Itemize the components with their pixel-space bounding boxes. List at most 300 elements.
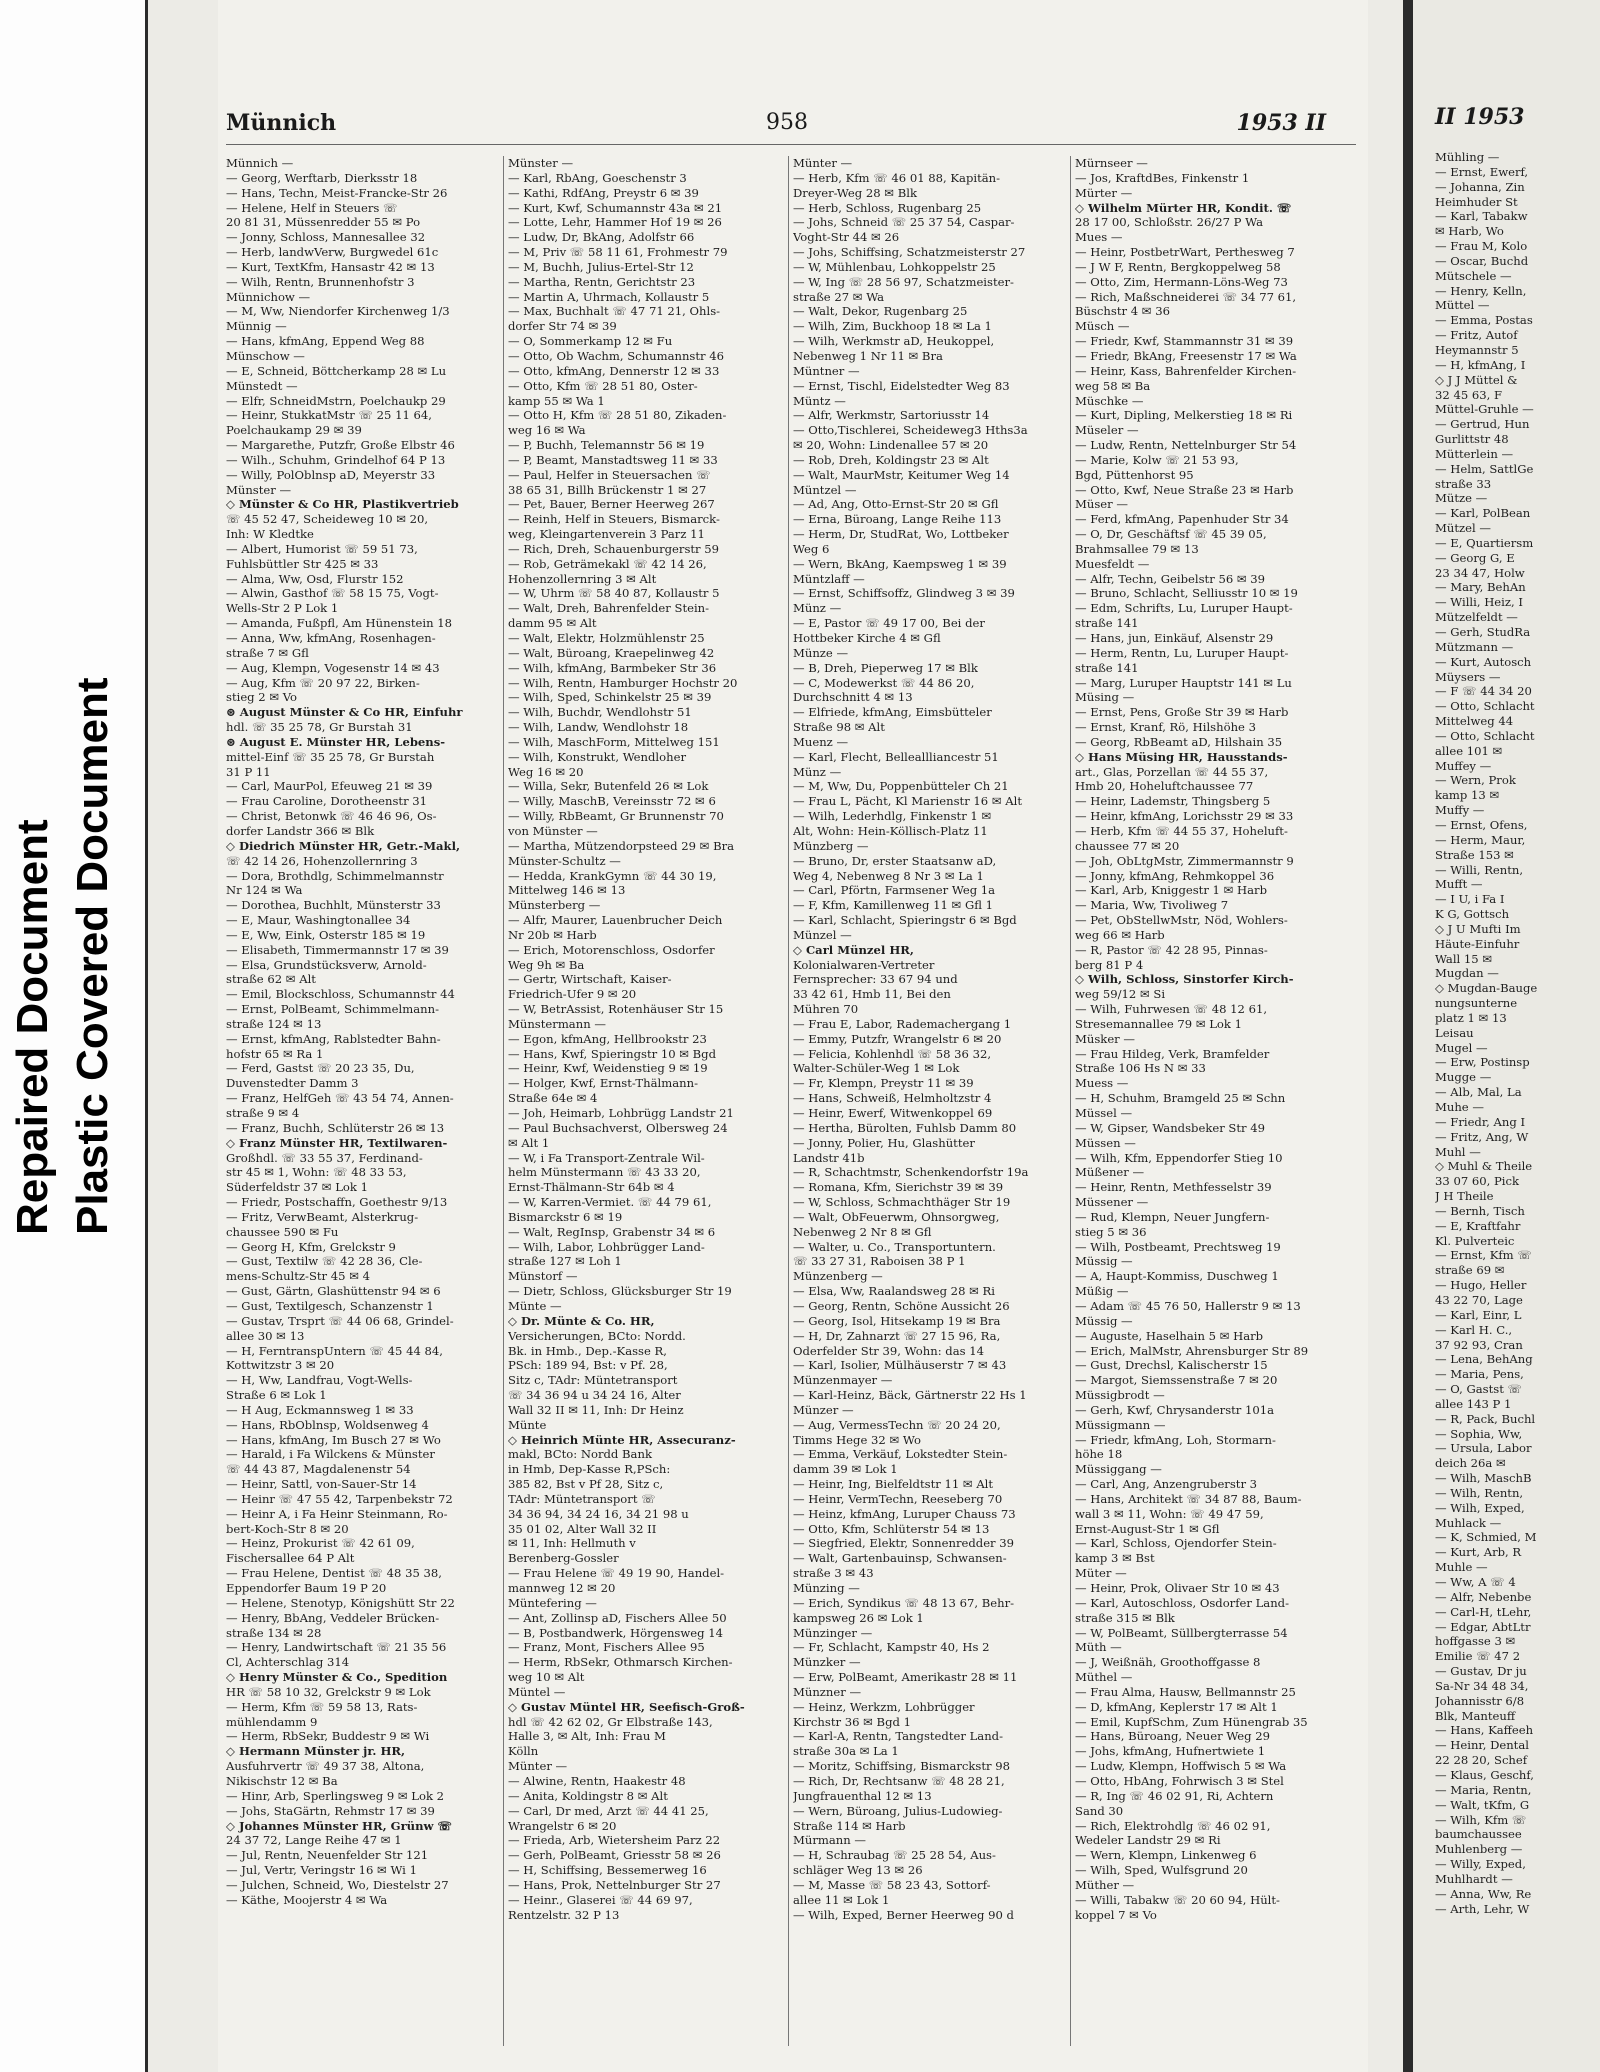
adjacent-entry-line: — Otto, Schlacht: [1435, 699, 1535, 714]
directory-entry-line: — Friedr, kfmAng, Loh, Stormarn-: [1075, 1432, 1276, 1447]
directory-entry-line: Münte: [508, 1417, 547, 1432]
directory-entry-line: wall 3 ✉ 11, Wohn: ☏ 49 47 59,: [1075, 1506, 1264, 1521]
directory-entry-line: — Hans, Prok, Nettelnburger Str 27: [508, 1877, 721, 1892]
directory-entry-line: — Ernst, Pens, Große Str 39 ✉ Harb: [1075, 705, 1289, 720]
adjacent-entry-line: Muhlhardt —: [1435, 1871, 1513, 1886]
directory-entry-line: — Carl, Pförtn, Farmsener Weg 1a: [793, 883, 996, 898]
directory-entry-line: Süderfeldstr 37 ✉ Lok 1: [226, 1180, 368, 1195]
directory-entry-line: — R, Schachtmstr, Schenkendorfstr 19a: [793, 1165, 1029, 1180]
directory-entry-line: — Frau E, Labor, Rademachergang 1: [793, 1016, 1012, 1031]
directory-entry-line: straße 27 ✉ Wa: [793, 289, 885, 304]
directory-entry-line: Sitz c, TAdr: Müntetransport: [508, 1373, 678, 1388]
directory-entry-line: — Reinh, Helf in Steuers, Bismarck-: [508, 512, 720, 527]
directory-entry-line: — Emil, Blockschloss, Schumannstr 44: [226, 987, 455, 1002]
directory-entry-line: — Herb, Kfm ☏ 46 01 88, Kapitän-: [793, 170, 1001, 185]
directory-entry-line: — Jonny, Schloss, Mannesallee 32: [226, 230, 426, 245]
directory-entry-line: — Carl, Dr med, Arzt ☏ 44 41 25,: [508, 1803, 709, 1818]
directory-entry-line: — Adam ☏ 45 76 50, Hallerstr 9 ✉ 13: [1075, 1298, 1301, 1313]
directory-entry-line: — Heinr ☏ 47 55 42, Tarpenbekstr 72: [226, 1491, 453, 1506]
directory-entry-line: — Ernst, Schiffsoffz, Glindweg 3 ✉ 39: [793, 586, 1015, 601]
directory-entry-line: Münster-Schultz —: [508, 853, 621, 868]
directory-entry-line: — Joh, ObLtgMstr, Zimmermannstr 9: [1075, 853, 1294, 868]
directory-entry-line: straße 134 ✉ 28: [226, 1625, 322, 1640]
directory-entry-line: — W, Ing ☏ 28 56 97, Schatzmeister-: [793, 274, 1014, 289]
directory-entry-line: Münzner —: [793, 1684, 862, 1699]
directory-entry-line: — Lotte, Lehr, Hammer Hof 19 ✉ 26: [508, 215, 722, 230]
adjacent-entry-line: — Fritz, Autof: [1435, 328, 1518, 343]
adjacent-entry-line: Mützel —: [1435, 521, 1491, 536]
adjacent-entry-line: — Erw, Postinsp: [1435, 1055, 1530, 1070]
directory-entry-line: — Wilh, Rentn, Brunnenhofstr 3: [226, 274, 415, 289]
directory-entry-line: — Wern, BkAng, Kaempsweg 1 ✉ 39: [793, 556, 1007, 571]
directory-entry-line: Müssig —: [1075, 1313, 1133, 1328]
directory-entry-line: ◇ Wilhelm Mürter HR, Kondit. ☏: [1075, 200, 1292, 215]
directory-entry-line: Hmb 20, Hoheluftchaussee 77: [1075, 779, 1254, 794]
directory-entry-line: — Georg, RbBeamt aD, Hilshain 35: [1075, 734, 1283, 749]
directory-entry-line: Alt, Wohn: Hein-Köllisch-Platz 11: [793, 823, 988, 838]
directory-entry-line: — Georg, Werftarb, Dierksstr 18: [226, 170, 418, 185]
directory-entry-line: ☏ 34 36 94 u 34 24 16, Alter: [508, 1388, 681, 1403]
adjacent-entry-line: Muffey —: [1435, 758, 1492, 773]
directory-entry-line: PSch: 189 94, Bst: v Pf. 28,: [508, 1358, 668, 1373]
adjacent-entry-line: — F ☏ 44 34 20: [1435, 684, 1532, 699]
adjacent-entry-line: 33 07 60, Pick: [1435, 1174, 1520, 1189]
directory-entry-line: — Heinr, Kwf, Weidenstieg 9 ✉ 19: [508, 1061, 708, 1076]
directory-entry-line: — Pet, Bauer, Berner Heerweg 267: [508, 497, 715, 512]
directory-entry-line: — Romana, Kfm, Sierichstr 39 ✉ 39: [793, 1180, 1004, 1195]
directory-entry-line: — Hans, jun, Einkäuf, Alsenstr 29: [1075, 631, 1274, 645]
directory-entry-line: — Heinr., Glaserei ☏ 44 69 97,: [508, 1892, 693, 1907]
adjacent-entry-line: — Wilh, MaschB: [1435, 1471, 1532, 1486]
directory-entry-line: — Heinz, Prokurist ☏ 42 61 09,: [226, 1536, 415, 1551]
directory-entry-line: — H, Schuhm, Bramgeld 25 ✉ Schn: [1075, 1091, 1286, 1106]
directory-entry-line: Durchschnitt 4 ✉ 13: [793, 690, 913, 705]
adjacent-entry-line: — Anna, Ww, Re: [1435, 1886, 1532, 1901]
directory-entry-line: — Alfr, Maurer, Lauenbrucher Deich: [508, 913, 723, 928]
directory-entry-line: — Gust, Gärtn, Glashüttenstr 94 ✉ 6: [226, 1284, 441, 1299]
directory-entry-line: — Karl, Flecht, Belleallliancestr 51: [793, 749, 999, 764]
directory-entry-line: koppel 7 ✉ Vo: [1075, 1907, 1157, 1922]
adjacent-entry-line: — Hugo, Heller: [1435, 1278, 1527, 1293]
directory-entry-line: Kolonialwaren-Vertreter: [793, 957, 935, 972]
adjacent-entry-line: Johannisstr 6/8: [1435, 1693, 1525, 1708]
directory-entry-line: ◇ Franz Münster HR, Textilwaren-: [226, 1135, 448, 1150]
directory-entry-line: — Erw, PolBeamt, Amerikastr 28 ✉ 11: [793, 1670, 1018, 1685]
directory-entry-line: — Friedr, BkAng, Freesenstr 17 ✉ Wa: [1075, 348, 1297, 363]
directory-entry-line: TAdr: Müntetransport ☏: [508, 1491, 656, 1506]
adjacent-entry-line: — Lena, BehAng: [1435, 1352, 1533, 1367]
directory-entry-line: — Otto, Kwf, Neue Straße 23 ✉ Harb: [1075, 482, 1294, 497]
directory-entry-line: straße 124 ✉ 13: [226, 1016, 322, 1031]
directory-entry-line: — Alfr, Techn, Geibelstr 56 ✉ 39: [1075, 571, 1266, 586]
directory-entry-line: Münstermann —: [508, 1016, 606, 1031]
directory-entry-line: mannweg 12 ✉ 20: [508, 1581, 616, 1595]
directory-entry-line: — Walt, Gartenbauinsp, Schwansen-: [793, 1551, 1007, 1566]
directory-entry-line: — Georg H, Kfm, Grelckstr 9: [226, 1239, 396, 1254]
column-divider: [1070, 156, 1071, 2046]
directory-entry-line: — Heinr A, i Fa Heinr Steinmann, Ro-: [226, 1506, 448, 1521]
directory-entry-line: Müsch —: [1075, 319, 1130, 334]
directory-entry-line: — Wilh, Sped, Schinkelstr 25 ✉ 39: [508, 690, 712, 705]
directory-entry-line: Wall 32 II ✉ 11, Inh: Dr Heinz: [508, 1402, 684, 1417]
adjacent-entry-line: Gurlittstr 48: [1435, 432, 1509, 447]
directory-entry-line: — Wern, Büroang, Julius-Ludowieg-: [793, 1803, 1003, 1818]
directory-entry-line: — Ernst, kfmAng, Rablstedter Bahn-: [226, 1031, 441, 1046]
directory-entry-line: Muess —: [1075, 1076, 1129, 1091]
directory-entry-line: — Pet, ObStellwMstr, Nöd, Wohlers-: [1075, 913, 1288, 928]
directory-entry-line: — Frieda, Arb, Wietersheim Parz 22: [508, 1833, 721, 1848]
adjacent-entry-line: straße 33: [1435, 476, 1492, 491]
directory-entry-line: — Willy, MaschB, Vereinsstr 72 ✉ 6: [508, 794, 716, 809]
directory-entry-line: Münzel —: [793, 927, 852, 942]
directory-entry-line: — Ferd, kfmAng, Papenhuder Str 34: [1075, 512, 1289, 527]
directory-entry-line: — Otto,Tischlerei, Scheideweg3 Hths3a: [793, 423, 1028, 438]
directory-entry-line: Hohenzollernring 3 ✉ Alt: [508, 571, 657, 586]
directory-entry-line: hofstr 65 ✉ Ra 1: [226, 1046, 324, 1061]
directory-entry-line: — W, Karren-Vermiet. ☏ 44 79 61,: [508, 1195, 712, 1210]
directory-entry-line: — W, i Fa Transport-Zentrale Wil-: [508, 1150, 705, 1165]
directory-entry-line: — Max, Buchhalt ☏ 47 71 21, Ohls-: [508, 304, 721, 319]
directory-entry-line: — Aug, Kfm ☏ 20 97 22, Birken-: [226, 675, 420, 690]
directory-entry-line: — Erich, Motorenschloss, Osdorfer: [508, 942, 715, 957]
directory-column-1: [226, 156, 501, 2056]
adjacent-entry-line: Mütze —: [1435, 491, 1488, 506]
directory-entry-line: — Hans, Techn, Meist-Francke-Str 26: [226, 185, 448, 200]
adjacent-entry-line: — Friedr, Ang I: [1435, 1114, 1526, 1129]
header-year-volume: 1953 II: [1236, 110, 1326, 136]
directory-entry-line: Münzenmayer —: [793, 1373, 893, 1388]
adjacent-entry-line: Kl. Pulverteic: [1435, 1233, 1515, 1248]
directory-entry-line: Fuhlsbüttler Str 425 ✉ 33: [226, 556, 379, 571]
adjacent-entry-line: Müttel-Gruhle —: [1435, 402, 1534, 417]
directory-entry-line: — Franz, HelfGeh ☏ 43 54 74, Annen-: [226, 1091, 454, 1106]
adjacent-entry-line: — Carl-H, tLehr,: [1435, 1604, 1532, 1619]
adjacent-entry-line: Mützmann —: [1435, 639, 1514, 654]
directory-entry-line: — Harald, i Fa Wilckens & Münster: [226, 1447, 435, 1462]
directory-entry-line: straße 62 ✉ Alt: [226, 972, 316, 987]
directory-entry-line: — Rich, Elektrohdlg ☏ 46 02 91,: [1075, 1818, 1271, 1833]
directory-entry-line: Mittelweg 146 ✉ 13: [508, 883, 626, 898]
directory-entry-line: Poelchaukamp 29 ✉ 39: [226, 423, 362, 438]
adjacent-entry-line: — Karl, PolBean: [1435, 506, 1531, 521]
directory-entry-line: — Elfriede, kfmAng, Eimsbütteler: [793, 705, 992, 720]
sidebar-annotation: [0, 0, 145, 2072]
adjacent-entry-line: Mütschele —: [1435, 268, 1512, 283]
directory-entry-line: Müsker —: [1075, 1031, 1135, 1046]
adjacent-entry-line: — Maria, Rentn,: [1435, 1782, 1532, 1797]
directory-entry-line: ◇ Dr. Münte & Co. HR,: [508, 1313, 655, 1328]
directory-entry-line: 385 82, Bst v Pf 28, Sitz c,: [508, 1477, 664, 1492]
directory-entry-line: stieg 2 ✉ Vo: [226, 690, 298, 705]
page-number: 958: [766, 110, 808, 135]
column-divider: [503, 156, 504, 2046]
directory-entry-line: — Karl, Autoschloss, Osdorfer Land-: [1075, 1595, 1290, 1610]
directory-entry-line: Müssigbrodt —: [1075, 1388, 1165, 1403]
directory-entry-line: — Willa, Sekr, Butenfeld 26 ✉ Lok: [508, 779, 709, 794]
directory-entry-line: Münster —: [508, 156, 574, 170]
directory-entry-line: — Herm, RbSekr, Othmarsch Kirchen-: [508, 1655, 733, 1670]
adjacent-entry-line: Straße 153 ✉: [1435, 847, 1514, 862]
adjacent-entry-line: Blk, Manteuff: [1435, 1708, 1516, 1723]
directory-entry-line: — Alfr, Werkmstr, Sartoriusstr 14: [793, 408, 990, 423]
directory-entry-line: — Walt, Dekor, Rugenbarg 25: [793, 304, 968, 319]
page-header: [226, 110, 1356, 145]
adjacent-entry-line: Emilie ☏ 47 2: [1435, 1649, 1521, 1664]
directory-entry-line: — Franz, Mont, Fischers Allee 95: [508, 1640, 705, 1655]
directory-entry-line: Wedeler Landstr 29 ✉ Ri: [1075, 1833, 1221, 1848]
directory-entry-line: — Willy, PolOblnsp aD, Meyerstr 33: [226, 467, 436, 482]
adjacent-entry-line: Muhl —: [1435, 1144, 1481, 1159]
directory-entry-line: Sand 30: [1075, 1803, 1124, 1818]
directory-entry-line: — Hertha, Bürolten, Fuhlsb Damm 80: [793, 1120, 1017, 1135]
directory-entry-line: ☏ 33 27 31, Raboisen 38 P 1: [793, 1254, 966, 1269]
adjacent-entry-line: — Oscar, Buchd: [1435, 253, 1529, 268]
directory-entry-line: — Otto, kfmAng, Dennerstr 12 ✉ 33: [508, 363, 720, 378]
directory-entry-line: Nikischstr 12 ✉ Ba: [226, 1773, 338, 1788]
directory-entry-line: — Ernst, Tischl, Eidelstedter Weg 83: [793, 378, 1010, 393]
directory-entry-line: — Bruno, Dr, erster Staatsanw aD,: [793, 853, 997, 868]
directory-entry-line: straße 9 ✉ 4: [226, 1106, 300, 1120]
directory-entry-line: — Johs, StaGärtn, Rehmstr 17 ✉ 39: [226, 1803, 435, 1818]
directory-entry-line: chaussee 590 ✉ Fu: [226, 1224, 339, 1239]
directory-entry-line: — E, Ww, Eink, Osterstr 185 ✉ 19: [226, 927, 426, 942]
directory-entry-line: — Auguste, Haselhain 5 ✉ Harb: [1075, 1328, 1264, 1343]
adjacent-entry-line: — Gerh, StudRa: [1435, 625, 1531, 639]
directory-entry-line: weg 10 ✉ Alt: [508, 1670, 585, 1685]
directory-entry-line: — Georg, Isol, Hitsekamp 19 ✉ Bra: [793, 1313, 1001, 1328]
directory-entry-line: chaussee 77 ✉ 20: [1075, 838, 1180, 853]
directory-entry-line: — Hans, Büroang, Neuer Weg 29: [1075, 1729, 1271, 1744]
directory-entry-line: — Ludw, Rentn, Nettelnburger Str 54: [1075, 438, 1297, 453]
directory-entry-line: Halle 3, ✉ Alt, Inh: Frau M: [508, 1729, 666, 1744]
directory-entry-line: — Wilh, MaschForm, Mittelweg 151: [508, 734, 720, 749]
directory-entry-line: — H, Schiffsing, Bessemerweg 16: [508, 1863, 707, 1878]
directory-entry-line: Münzing —: [793, 1581, 860, 1595]
directory-entry-line: Berenberg-Gossler: [508, 1551, 619, 1566]
directory-entry-line: Münstorf —: [508, 1269, 578, 1284]
directory-entry-line: — Elsa, Ww, Raalandsweg 28 ✉ Ri: [793, 1284, 995, 1299]
directory-entry-line: — Maria, Ww, Tivoliweg 7: [1075, 898, 1229, 913]
directory-entry-line: — Jos, KraftdBes, Finkenstr 1: [1075, 170, 1250, 185]
directory-entry-line: — Herb, Schloss, Rugenbarg 25: [793, 200, 982, 215]
directory-entry-line: Büschstr 4 ✉ 36: [1075, 304, 1170, 319]
adjacent-entry-line: Mühling —: [1435, 150, 1500, 164]
directory-column-4: [1075, 156, 1350, 2056]
directory-entry-line: straße 7 ✉ Gfl: [226, 645, 309, 660]
directory-entry-line: Müser —: [1075, 497, 1128, 512]
directory-entry-line: — Jul, Rentn, Neuenfelder Str 121: [226, 1848, 429, 1863]
directory-entry-line: — Carl, Ang, Anzengruberstr 3: [1075, 1477, 1258, 1492]
adjacent-entry-line: — Helm, SattlGe: [1435, 461, 1534, 476]
directory-entry-line: — Wilh, Kfm, Eppendorfer Stieg 10: [1075, 1150, 1283, 1165]
adjacent-entry-line: Heimhuder St: [1435, 194, 1518, 209]
directory-entry-line: Eppendorfer Baum 19 P 20: [226, 1581, 387, 1595]
directory-entry-line: Müth —: [1075, 1640, 1122, 1655]
directory-entry-line: — Karl-A, Rentn, Tangstedter Land-: [793, 1729, 1004, 1744]
adjacent-entry-line: — Arth, Lehr, W: [1435, 1901, 1530, 1916]
directory-entry-line: — W, Gipser, Wandsbeker Str 49: [1075, 1120, 1266, 1135]
directory-entry-line: — Henry, Landwirtschaft ☏ 21 35 56: [226, 1640, 447, 1655]
directory-entry-line: ✉ Alt 1: [508, 1135, 550, 1150]
directory-entry-line: — Herm, Kfm ☏ 59 58 13, Rats-: [226, 1699, 418, 1714]
directory-entry-line: hdl. ☏ 35 25 78, Gr Burstah 31: [226, 720, 413, 735]
directory-entry-line: — Rich, Dreh, Schauenburgerstr 59: [508, 541, 720, 556]
directory-entry-line: — Kurt, TextKfm, Hansastr 42 ✉ 13: [226, 259, 435, 274]
directory-entry-line: 38 65 31, Billh Brückenstr 1 ✉ 27: [508, 482, 707, 497]
directory-entry-line: — Georg, Rentn, Schöne Aussicht 26: [793, 1298, 1010, 1313]
directory-entry-line: ◇ Diedrich Münster HR, Getr.-Makl,: [226, 838, 461, 853]
directory-entry-line: Müßig —: [1075, 1284, 1129, 1299]
directory-entry-line: — Gust, Textilgesch, Schanzenstr 1: [226, 1298, 434, 1313]
directory-entry-line: — Wilh, Landw, Wendlohstr 18: [508, 720, 689, 735]
directory-entry-line: 34 36 94, 34 24 16, 34 21 98 u: [508, 1506, 689, 1521]
adjacent-entry-line: Sa-Nr 34 48 34,: [1435, 1678, 1529, 1693]
directory-entry-line: Müntel —: [508, 1684, 566, 1699]
directory-entry-line: — Fr, Schlacht, Kampstr 40, Hs 2: [793, 1640, 990, 1655]
directory-entry-line: — H, FerntranspUntern ☏ 45 44 84,: [226, 1343, 443, 1358]
directory-entry-line: Weg 6: [793, 541, 830, 556]
directory-entry-line: — Marie, Kolw ☏ 21 53 93,: [1075, 452, 1239, 467]
directory-entry-line: ◇ Henry Münster & Co., Spedition: [226, 1670, 448, 1685]
adjacent-entry-line: ◇ Muhl & Theile: [1435, 1159, 1533, 1174]
directory-entry-line: Kölln: [508, 1744, 539, 1759]
directory-entry-line: Müntefering —: [508, 1595, 597, 1610]
directory-entry-line: Walter-Schüler-Weg 1 ✉ Lok: [793, 1061, 960, 1076]
directory-entry-line: — Erich, MalMstr, Ahrensburger Str 89: [1075, 1343, 1309, 1358]
directory-entry-line: Müssel —: [1075, 1106, 1133, 1120]
adjacent-entry-line: Mugel —: [1435, 1040, 1488, 1055]
directory-entry-line: — E, Pastor ☏ 49 17 00, Bei der: [793, 616, 985, 631]
directory-entry-line: Ernst-August-Str 1 ✉ Gfl: [1075, 1521, 1220, 1536]
directory-entry-line: Kottwitzstr 3 ✉ 20: [226, 1358, 335, 1373]
adjacent-entry-line: ◇ J U Mufti Im: [1435, 921, 1521, 936]
adjacent-entry-line: Heymannstr 5: [1435, 342, 1519, 357]
directory-entry-line: ☏ 42 14 26, Hohenzollernring 3: [226, 853, 418, 868]
directory-entry-line: — Rich, Maßschneiderei ☏ 34 77 61,: [1075, 289, 1297, 304]
directory-entry-line: — Dorothea, Buchhlt, Münsterstr 33: [226, 898, 441, 913]
directory-entry-line: — Martha, Mützendorpsteed 29 ✉ Bra: [508, 838, 735, 853]
directory-entry-line: Weg 16 ✉ 20: [508, 764, 584, 779]
adjacent-entry-line: Muhlenberg —: [1435, 1842, 1523, 1857]
directory-entry-line: — Fritz, VerwBeamt, Alsterkrug-: [226, 1209, 419, 1224]
directory-entry-line: Nr 124 ✉ Wa: [226, 883, 303, 898]
directory-entry-line: Bk. in Hmb., Dep.-Kasse R,: [508, 1343, 667, 1358]
directory-entry-line: in Hmb, Dep-Kasse R,PSch:: [508, 1462, 671, 1477]
directory-entry-line: straße 141: [1075, 616, 1139, 631]
directory-entry-line: Müssigmann —: [1075, 1417, 1166, 1432]
directory-entry-line: — O, Sommerkamp 12 ✉ Fu: [508, 334, 673, 349]
directory-entry-line: Müschke —: [1075, 393, 1144, 408]
directory-entry-line: — Frau L, Pächt, Kl Marienstr 16 ✉ Alt: [793, 794, 1023, 809]
directory-entry-line: Fernsprecher: 33 67 94 und: [793, 972, 958, 987]
directory-entry-line: — Heinr, Kass, Bahrenfelder Kirchen-: [1075, 363, 1297, 378]
directory-entry-line: Großhdl. ☏ 33 55 37, Ferdinand-: [226, 1150, 423, 1165]
directory-entry-line: — Martin A, Uhrmach, Kollaustr 5: [508, 289, 710, 304]
directory-entry-line: Münzberg —: [793, 838, 869, 853]
repaired-document-label: Repaired Document: [8, 819, 57, 1235]
directory-entry-line: Wrangelstr 6 ✉ 20: [508, 1818, 617, 1833]
directory-entry-line: — Heinz, Werkzm, Lohbrügger: [793, 1699, 975, 1714]
directory-entry-line: kamp 3 ✉ Bst: [1075, 1551, 1155, 1566]
directory-entry-line: — Herm, RbSekr, Buddestr 9 ✉ Wi: [226, 1729, 430, 1744]
directory-entry-line: mittel-Einf ☏ 35 25 78, Gr Burstah: [226, 749, 435, 764]
directory-entry-line: — Hans, kfmAng, Im Busch 27 ✉ Wo: [226, 1432, 441, 1447]
directory-entry-line: — Moritz, Schiffsing, Bismarckstr 98: [793, 1759, 1011, 1774]
directory-entry-line: — W, Uhrm ☏ 58 40 87, Kollaustr 5: [508, 586, 720, 601]
adjacent-entry-line: hoffgasse 3 ✉: [1435, 1634, 1516, 1649]
directory-entry-line: Landstr 41b: [793, 1150, 865, 1165]
adjacent-entry-line: — Gustav, Dr ju: [1435, 1664, 1527, 1679]
directory-entry-line: — W, BetrAssist, Rotenhäuser Str 15: [508, 1002, 724, 1017]
directory-entry-line: ◇ Hermann Münster jr. HR,: [226, 1744, 406, 1759]
directory-entry-line: Nr 20b ✉ Harb: [508, 927, 597, 942]
adjacent-entry-line: — Wilh, Rentn,: [1435, 1485, 1524, 1500]
directory-entry-line: Müssig —: [1075, 1254, 1133, 1269]
directory-entry-line: ◇ Johannes Münster HR, Grünw ☏: [226, 1818, 453, 1833]
header-running-name: Münnich: [226, 110, 337, 136]
directory-entry-line: Münz —: [793, 764, 842, 779]
adjacent-entry-line: 43 22 70, Lage: [1435, 1292, 1523, 1307]
adjacent-entry-line: Mützelfeldt —: [1435, 610, 1518, 625]
adjacent-entry-line: — Alfr, Nebenbe: [1435, 1589, 1532, 1604]
directory-entry-line: — Otto, Kfm, Schlüterstr 54 ✉ 13: [793, 1521, 990, 1536]
directory-entry-line: Mues —: [1075, 230, 1123, 245]
adjacent-entry-line: platz 1 ✉ 13: [1435, 1010, 1507, 1025]
directory-entry-line: — C, Modewerkst ☏ 44 86 20,: [793, 675, 975, 690]
directory-entry-line: — Hans, Schweiß, Helmholtzstr 4: [793, 1091, 992, 1106]
adjacent-entry-line: Müysers —: [1435, 669, 1501, 684]
directory-entry-line: — Walt, ObFeuerwm, Ohnsorgweg,: [793, 1209, 1000, 1224]
directory-entry-line: — Anna, Ww, kfmAng, Rosenhagen-: [226, 631, 436, 645]
directory-entry-line: — Aug, Klempn, Vogesenstr 14 ✉ 43: [226, 660, 440, 675]
directory-entry-line: — Walt, RegInsp, Grabenstr 34 ✉ 6: [508, 1224, 716, 1239]
directory-entry-line: — R, Pastor ☏ 42 28 95, Pinnas-: [1075, 942, 1268, 957]
directory-entry-line: — Rud, Klempn, Neuer Jungfern-: [1075, 1209, 1270, 1224]
directory-entry-line: — Amanda, Fußpfl, Am Hünenstein 18: [226, 616, 453, 631]
directory-entry-line: — Alwin, Gasthof ☏ 58 15 75, Vogt-: [226, 586, 439, 601]
adjacent-entry-line: Muffy —: [1435, 803, 1485, 818]
directory-entry-line: Mürnseer —: [1075, 156, 1148, 170]
adjacent-entry-line: — Ernst, Ofens,: [1435, 817, 1528, 832]
directory-entry-line: Müter —: [1075, 1566, 1127, 1581]
directory-entry-line: — Heinz, kfmAng, Luruper Chauss 73: [793, 1506, 1016, 1521]
directory-entry-line: — Edm, Schrifts, Lu, Luruper Haupt-: [1075, 601, 1293, 616]
directory-entry-line: — Frau Helene, Dentist ☏ 48 35 38,: [226, 1566, 442, 1581]
adjacent-entry-line: 37 92 93, Cran: [1435, 1337, 1523, 1352]
adjacent-entry-line: deich 26a ✉: [1435, 1456, 1506, 1471]
directory-entry-line: — Ant, Zollinsp aD, Fischers Allee 50: [508, 1610, 727, 1625]
adjacent-entry-line: — Klaus, Geschf,: [1435, 1767, 1534, 1782]
directory-entry-line: — Joh, Heimarb, Lohbrügg Landstr 21: [508, 1106, 734, 1120]
directory-entry-line: — Karl, Schloss, Ojendorfer Stein-: [1075, 1536, 1277, 1551]
directory-entry-line: — Wilh, Konstrukt, Wendloher: [508, 749, 686, 764]
directory-entry-line: Müssen —: [1075, 1135, 1136, 1150]
directory-entry-line: Münnichow —: [226, 289, 311, 304]
adjacent-entry-line: — Fritz, Ang, W: [1435, 1129, 1529, 1144]
directory-entry-line: — Emmy, Putzfr, Wrangelstr 6 ✉ 20: [793, 1031, 1002, 1046]
adjacent-entry-line: Mittelweg 44: [1435, 714, 1514, 729]
directory-entry-line: — Wilh, Lederhdlg, Finkenstr 1 ✉: [793, 809, 992, 824]
directory-entry-line: — Hedda, KrankGymn ☏ 44 30 19,: [508, 868, 717, 883]
directory-entry-line: — Dora, Brothdlg, Schimmelmannstr: [226, 868, 444, 883]
directory-entry-line: dorfer Str 74 ✉ 39: [508, 319, 617, 334]
directory-entry-line: Münstedt —: [226, 378, 298, 393]
directory-entry-line: — Heinr, Rentn, Methfesselstr 39: [1075, 1180, 1272, 1195]
adjacent-entry-line: ◇ Mugdan-Bauge: [1435, 981, 1538, 996]
directory-entry-line: von Münster —: [508, 823, 598, 838]
directory-entry-line: Münter —: [793, 156, 853, 170]
adjacent-entry-line: 22 28 20, Schef: [1435, 1753, 1528, 1768]
